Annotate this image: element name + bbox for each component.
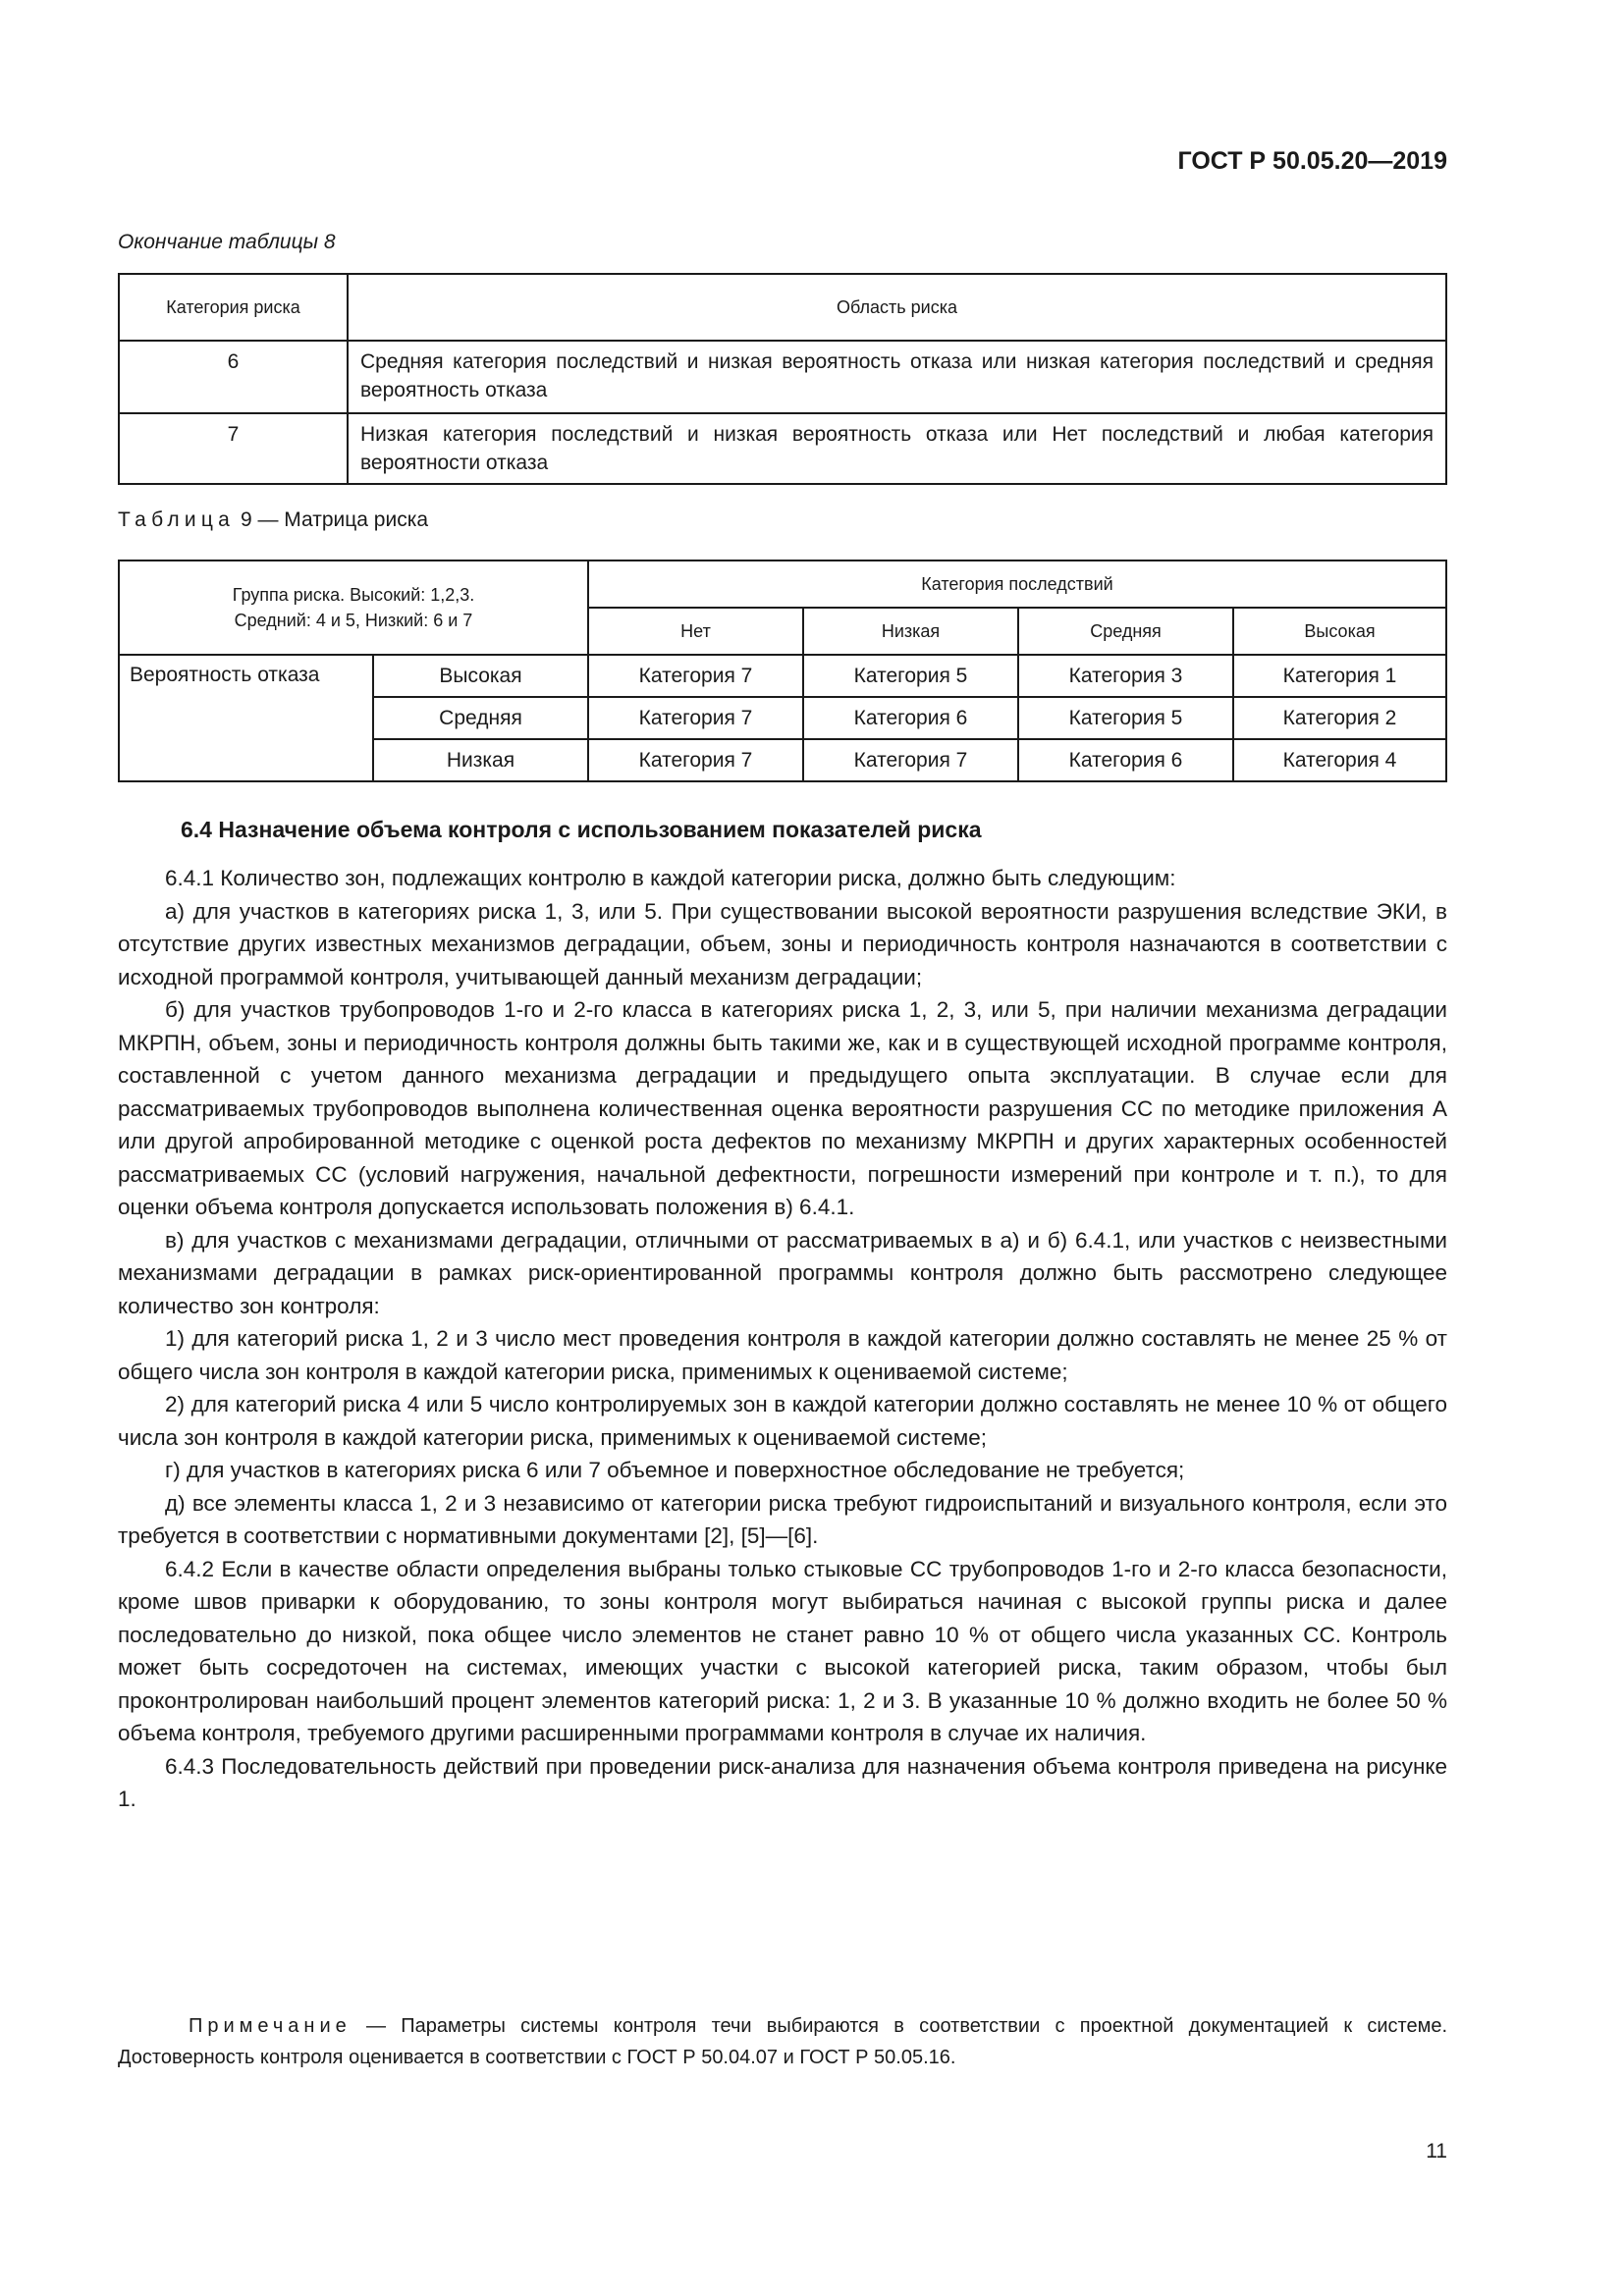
table8-col-category: Категория риска xyxy=(119,274,348,341)
table8 xyxy=(118,273,1447,485)
risk-category-cell: Категория 3 xyxy=(1018,655,1233,697)
table8-col-area: Область риска xyxy=(348,274,1446,341)
table9-header-row xyxy=(119,561,1446,608)
risk-category-cell: Категория 2 xyxy=(1233,697,1446,739)
risk-group-line-1: Группа риска. Высокий: 1,2,3. xyxy=(232,585,475,605)
paragraph: 6.4.2 Если в качестве области определения выбраны только стыковые СС трубопроводов 1-го и 2-го класса безопасности, кроме швов приварки к оборудованию, то зоны контроля могут выбираться начиная с высокой группы риска и далее последовательно до низкой, пока общее число элементов не станет равно 10 % от общего числа указанных СС. Контроль может быть сосредоточен на системах, имеющих участки с высокой категорией риска, таким образом, чтобы был проконтролирован наибольший процент элементов категорий риска: 1, 2 и 3. В указанные 10 % должно входить не более 50 % объема контроля, требуемого другими расширенными программами контроля в случае их наличия. xyxy=(118,1556,1447,1745)
paragraph: а) для участков в категориях риска 1, 3, или 5. При существовании высокой вероятности разрушения вследствие ЭКИ, в отсутствие других известных механизмов деградации, объем, зоны и периодичность контроля назначаются в соответствии с исходной программой контроля, учитывающей данный механизм деградации; xyxy=(118,898,1447,989)
probability-level: Высокая xyxy=(373,655,588,697)
table9-caption xyxy=(118,508,428,532)
section-body xyxy=(118,862,1447,1816)
risk-category-cell: Категория 7 xyxy=(588,655,803,697)
document-header: ГОСТ Р 50.05.20—2019 xyxy=(1177,147,1447,175)
consequence-level: Низкая xyxy=(803,608,1018,655)
table9-caption-title: 9 — Матрица риска xyxy=(240,508,429,531)
risk-category-cell: Категория 5 xyxy=(803,655,1018,697)
risk-category-cell: Категория 6 xyxy=(803,697,1018,739)
note-text: — Параметры системы контроля течи выбираются в соответствии с проектной документацией к системе. Достоверность контроля оценивается в соответствии с ГОСТ Р 50.04.07 и ГОСТ Р 50.05.16. xyxy=(118,2015,1447,2068)
table9-caption-prefix: Таблица xyxy=(118,508,236,531)
table9-corner-cell xyxy=(119,561,588,655)
table8-cell-area: Средняя категория последствий и низкая вероятность отказа или низкая категория последствий и средняя вероятность отказа xyxy=(348,341,1446,413)
table8-cell-area: Низкая категория последствий и низкая вероятность отказа или Нет последствий и любая категория вероятности отказа xyxy=(348,413,1446,484)
section-heading: 6.4 Назначение объема контроля с использованием показателей риска xyxy=(181,817,982,842)
consequence-level: Высокая xyxy=(1233,608,1446,655)
table-row xyxy=(119,341,1446,413)
consequence-header: Категория последствий xyxy=(588,561,1446,608)
risk-category-cell: Категория 7 xyxy=(588,739,803,781)
consequence-level: Нет xyxy=(588,608,803,655)
table8-header-row xyxy=(119,274,1446,341)
table8-cell-category: 7 xyxy=(119,413,348,484)
note xyxy=(118,2010,1447,2073)
table-row xyxy=(119,655,1446,697)
probability-level: Средняя xyxy=(373,697,588,739)
probability-level: Низкая xyxy=(373,739,588,781)
note-label: Примечание xyxy=(189,2015,352,2037)
paragraph: 6.4.1 Количество зон, подлежащих контролю в каждой категории риска, должно быть следующим: xyxy=(165,866,1176,890)
paragraph: 1) для категорий риска 1, 2 и 3 число мест проведения контроля в каждой категории должно составлять не менее 25 % от общего числа зон контроля в каждой категории риска, применимых к оцениваемой системе; xyxy=(118,1326,1447,1384)
probability-row-label: Вероятность отказа xyxy=(119,655,373,781)
risk-category-cell: Категория 5 xyxy=(1018,697,1233,739)
risk-category-cell: Категория 1 xyxy=(1233,655,1446,697)
paragraph: 2) для категорий риска 4 или 5 число контролируемых зон в каждой категории должно составлять не менее 10 % от общего числа зон контроля в каждой категории риска, применимых к оцениваемой системе; xyxy=(118,1392,1447,1450)
table9 xyxy=(118,560,1447,782)
table-row xyxy=(119,413,1446,484)
paragraph: г) для участков в категориях риска 6 или 7 объемное и поверхностное обследование не требуется; xyxy=(165,1458,1185,1482)
table8-caption: Окончание таблицы 8 xyxy=(118,231,336,253)
risk-category-cell: Категория 7 xyxy=(803,739,1018,781)
risk-category-cell: Категория 6 xyxy=(1018,739,1233,781)
table8-cell-category: 6 xyxy=(119,341,348,413)
page-number: 11 xyxy=(1426,2140,1447,2163)
risk-category-cell: Категория 7 xyxy=(588,697,803,739)
risk-category-cell: Категория 4 xyxy=(1233,739,1446,781)
paragraph: д) все элементы класса 1, 2 и 3 независимо от категории риска требуют гидроиспытаний и визуального контроля, если это требуется в соответствии с нормативными документами [2], [5]—[6]. xyxy=(118,1490,1447,1548)
risk-group-line-2: Средний: 4 и 5, Низкий: 6 и 7 xyxy=(234,611,473,630)
consequence-level: Средняя xyxy=(1018,608,1233,655)
paragraph: б) для участков трубопроводов 1-го и 2-го класса в категориях риска 1, 2, 3, или 5, при наличии механизма деградации МКРПН, объем, зоны и периодичность контроля должны быть такими же, как и в существующей исходной программе контроля, составленной с учетом данного механизма деградации и предыдущего опыта эксплуатации. В случае если для рассматриваемых трубопроводов выполнена количественная оценка вероятности разрушения СС по методике приложения А или другой апробированной методике с оценкой роста дефектов по механизму МКРПН и других характерных особенностей рассматриваемых СС (условий нагружения, начальной дефектности, погрешности измерений при контроле и т. п.), то для оценки объема контроля допускается использовать положения в) 6.4.1. xyxy=(118,997,1447,1219)
paragraph: 6.4.3 Последовательность действий при проведении риск-анализа для назначения объема контроля приведена на рисунке 1. xyxy=(118,1753,1447,1811)
paragraph: в) для участков с механизмами деградации, отличными от рассматриваемых в а) и б) 6.4.1, или участков с неизвестными механизмами деградации в рамках риск-ориентированной программы контроля должно быть рассмотрено следующее количество зон контроля: xyxy=(118,1227,1447,1318)
